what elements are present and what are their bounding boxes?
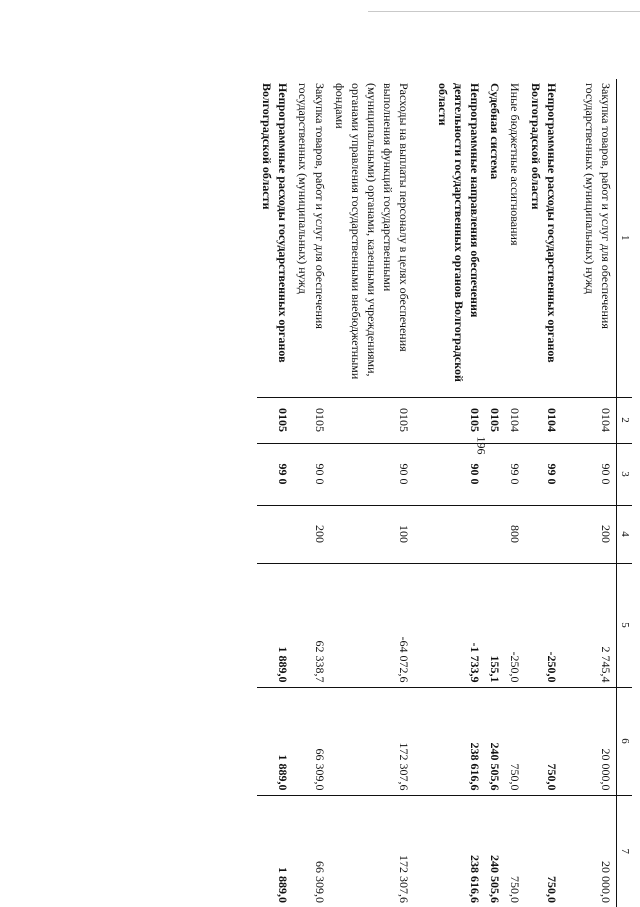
row-value-cell: 99 0 bbox=[505, 443, 525, 505]
table-row bbox=[505, 79, 525, 907]
row-value-cell: 1 889,0 bbox=[257, 563, 293, 687]
spacer-cell bbox=[414, 397, 432, 443]
row-value-cell: 90 0 bbox=[293, 443, 329, 505]
row-value-cell: 90 0 bbox=[580, 443, 617, 505]
row-name-cell: Расходы на выплаты персоналу в целях обеспечения выполнения функций государственными (муниципальными) органами, казенными учреждениями, органами управления государственными внебюджетными фондами bbox=[332, 83, 412, 380]
table-row bbox=[330, 79, 415, 907]
row-value-cell: 90 0 bbox=[330, 443, 415, 505]
row-value-cell: 100 bbox=[330, 505, 415, 563]
column-header: 6 bbox=[617, 687, 632, 795]
table-row bbox=[485, 79, 505, 907]
column-header: 4 bbox=[617, 505, 632, 563]
row-value-cell: 66 309,0 bbox=[293, 687, 329, 795]
budget-table bbox=[257, 79, 632, 907]
row-value-cell: 155,1 bbox=[485, 563, 505, 687]
row-name-cell: Иные бюджетные ассигнования bbox=[508, 83, 523, 246]
row-name-cell: Закупка товаров, работ и услуг для обеспечения государственных (муниципальных) нужд bbox=[582, 83, 614, 329]
spacer-cell bbox=[562, 563, 580, 687]
row-value-cell: 1 889,0 bbox=[257, 687, 293, 795]
row-value-cell: 750,0 bbox=[525, 687, 561, 795]
row-value-cell: 2 745,4 bbox=[580, 563, 617, 687]
row-value-cell bbox=[485, 505, 505, 563]
row-value-cell bbox=[432, 505, 485, 563]
row-name-cell: Закупка товаров, работ и услуг для обеспечения государственных (муниципальных) нужд bbox=[296, 83, 327, 329]
column-header: 1 bbox=[617, 79, 632, 397]
table-row bbox=[293, 79, 329, 907]
row-value-cell: 0105 bbox=[257, 397, 293, 443]
row-value-cell: 0105 bbox=[432, 397, 485, 443]
row-value-cell: 750,0 bbox=[505, 795, 525, 907]
row-value-cell: 200 bbox=[293, 505, 329, 563]
spacer-cell bbox=[414, 443, 432, 505]
top-edge-rule bbox=[368, 11, 640, 12]
spacer-cell bbox=[562, 505, 580, 563]
row-value-cell: 66 309,0 bbox=[293, 795, 329, 907]
header-row bbox=[617, 79, 632, 907]
row-value-cell: 90 0 bbox=[432, 443, 485, 505]
table-row bbox=[580, 79, 617, 907]
table-row bbox=[432, 79, 485, 907]
row-value-cell: 172 307,6 bbox=[330, 687, 415, 795]
spacer-row bbox=[414, 79, 432, 907]
row-name-cell: Непрограммные направления обеспечения деятельности государственных органов Волгоградской области bbox=[435, 83, 483, 382]
row-value-cell: 240 505,6 bbox=[485, 795, 505, 907]
row-value-cell: 750,0 bbox=[505, 687, 525, 795]
row-value-cell: 0105 bbox=[293, 397, 329, 443]
row-value-cell: 0104 bbox=[505, 397, 525, 443]
table-row bbox=[525, 79, 561, 907]
row-value-cell: 0104 bbox=[580, 397, 617, 443]
row-value-cell: 240 505,6 bbox=[485, 687, 505, 795]
row-value-cell: -250,0 bbox=[525, 563, 561, 687]
row-value-cell: 200 bbox=[580, 505, 617, 563]
row-name-cell: Непрограммные расходы государственных органов Волгоградской области bbox=[259, 83, 291, 363]
row-value-cell: 0104 bbox=[525, 397, 561, 443]
row-value-cell bbox=[257, 505, 293, 563]
row-value-cell: 62 338,7 bbox=[293, 563, 329, 687]
row-value-cell: 800 bbox=[505, 505, 525, 563]
row-name-cell: Судебная система bbox=[488, 83, 503, 180]
spacer-cell bbox=[414, 795, 432, 907]
budget-table-rotated bbox=[80, 79, 632, 907]
page-number: 196 bbox=[474, 436, 489, 455]
spacer-cell bbox=[414, 563, 432, 687]
spacer-cell bbox=[562, 443, 580, 505]
row-value-cell: 172 307,6 bbox=[330, 795, 415, 907]
row-value-cell: 750,0 bbox=[525, 795, 561, 907]
spacer-cell bbox=[562, 397, 580, 443]
spacer-cell bbox=[562, 687, 580, 795]
spacer-row bbox=[562, 79, 580, 907]
spacer-cell bbox=[414, 79, 432, 397]
row-value-cell: 20 000,0 bbox=[580, 687, 617, 795]
table-row bbox=[257, 79, 293, 907]
row-value-cell: -250,0 bbox=[505, 563, 525, 687]
row-value-cell: 0105 bbox=[330, 397, 415, 443]
column-header: 2 bbox=[617, 397, 632, 443]
spacer-cell bbox=[414, 687, 432, 795]
table-body bbox=[257, 79, 617, 907]
row-value-cell bbox=[525, 505, 561, 563]
spacer-cell bbox=[562, 795, 580, 907]
column-header: 3 bbox=[617, 443, 632, 505]
column-header: 5 bbox=[617, 563, 632, 687]
row-value-cell: 238 616,6 bbox=[432, 795, 485, 907]
row-value-cell: 99 0 bbox=[257, 443, 293, 505]
row-value-cell: -1 733,9 bbox=[432, 563, 485, 687]
row-value-cell: 99 0 bbox=[525, 443, 561, 505]
row-name-cell: Непрограммные расходы государственных органов Волгоградской области bbox=[528, 83, 559, 363]
spacer-cell bbox=[562, 79, 580, 397]
row-value-cell: 1 889,0 bbox=[257, 795, 293, 907]
row-value-cell bbox=[485, 443, 505, 505]
row-value-cell: 0105 bbox=[485, 397, 505, 443]
row-value-cell: -64 072,6 bbox=[330, 563, 415, 687]
spacer-cell bbox=[414, 505, 432, 563]
row-value-cell: 20 000,0 bbox=[580, 795, 617, 907]
row-value-cell: 238 616,6 bbox=[432, 687, 485, 795]
column-header: 7 bbox=[617, 795, 632, 907]
